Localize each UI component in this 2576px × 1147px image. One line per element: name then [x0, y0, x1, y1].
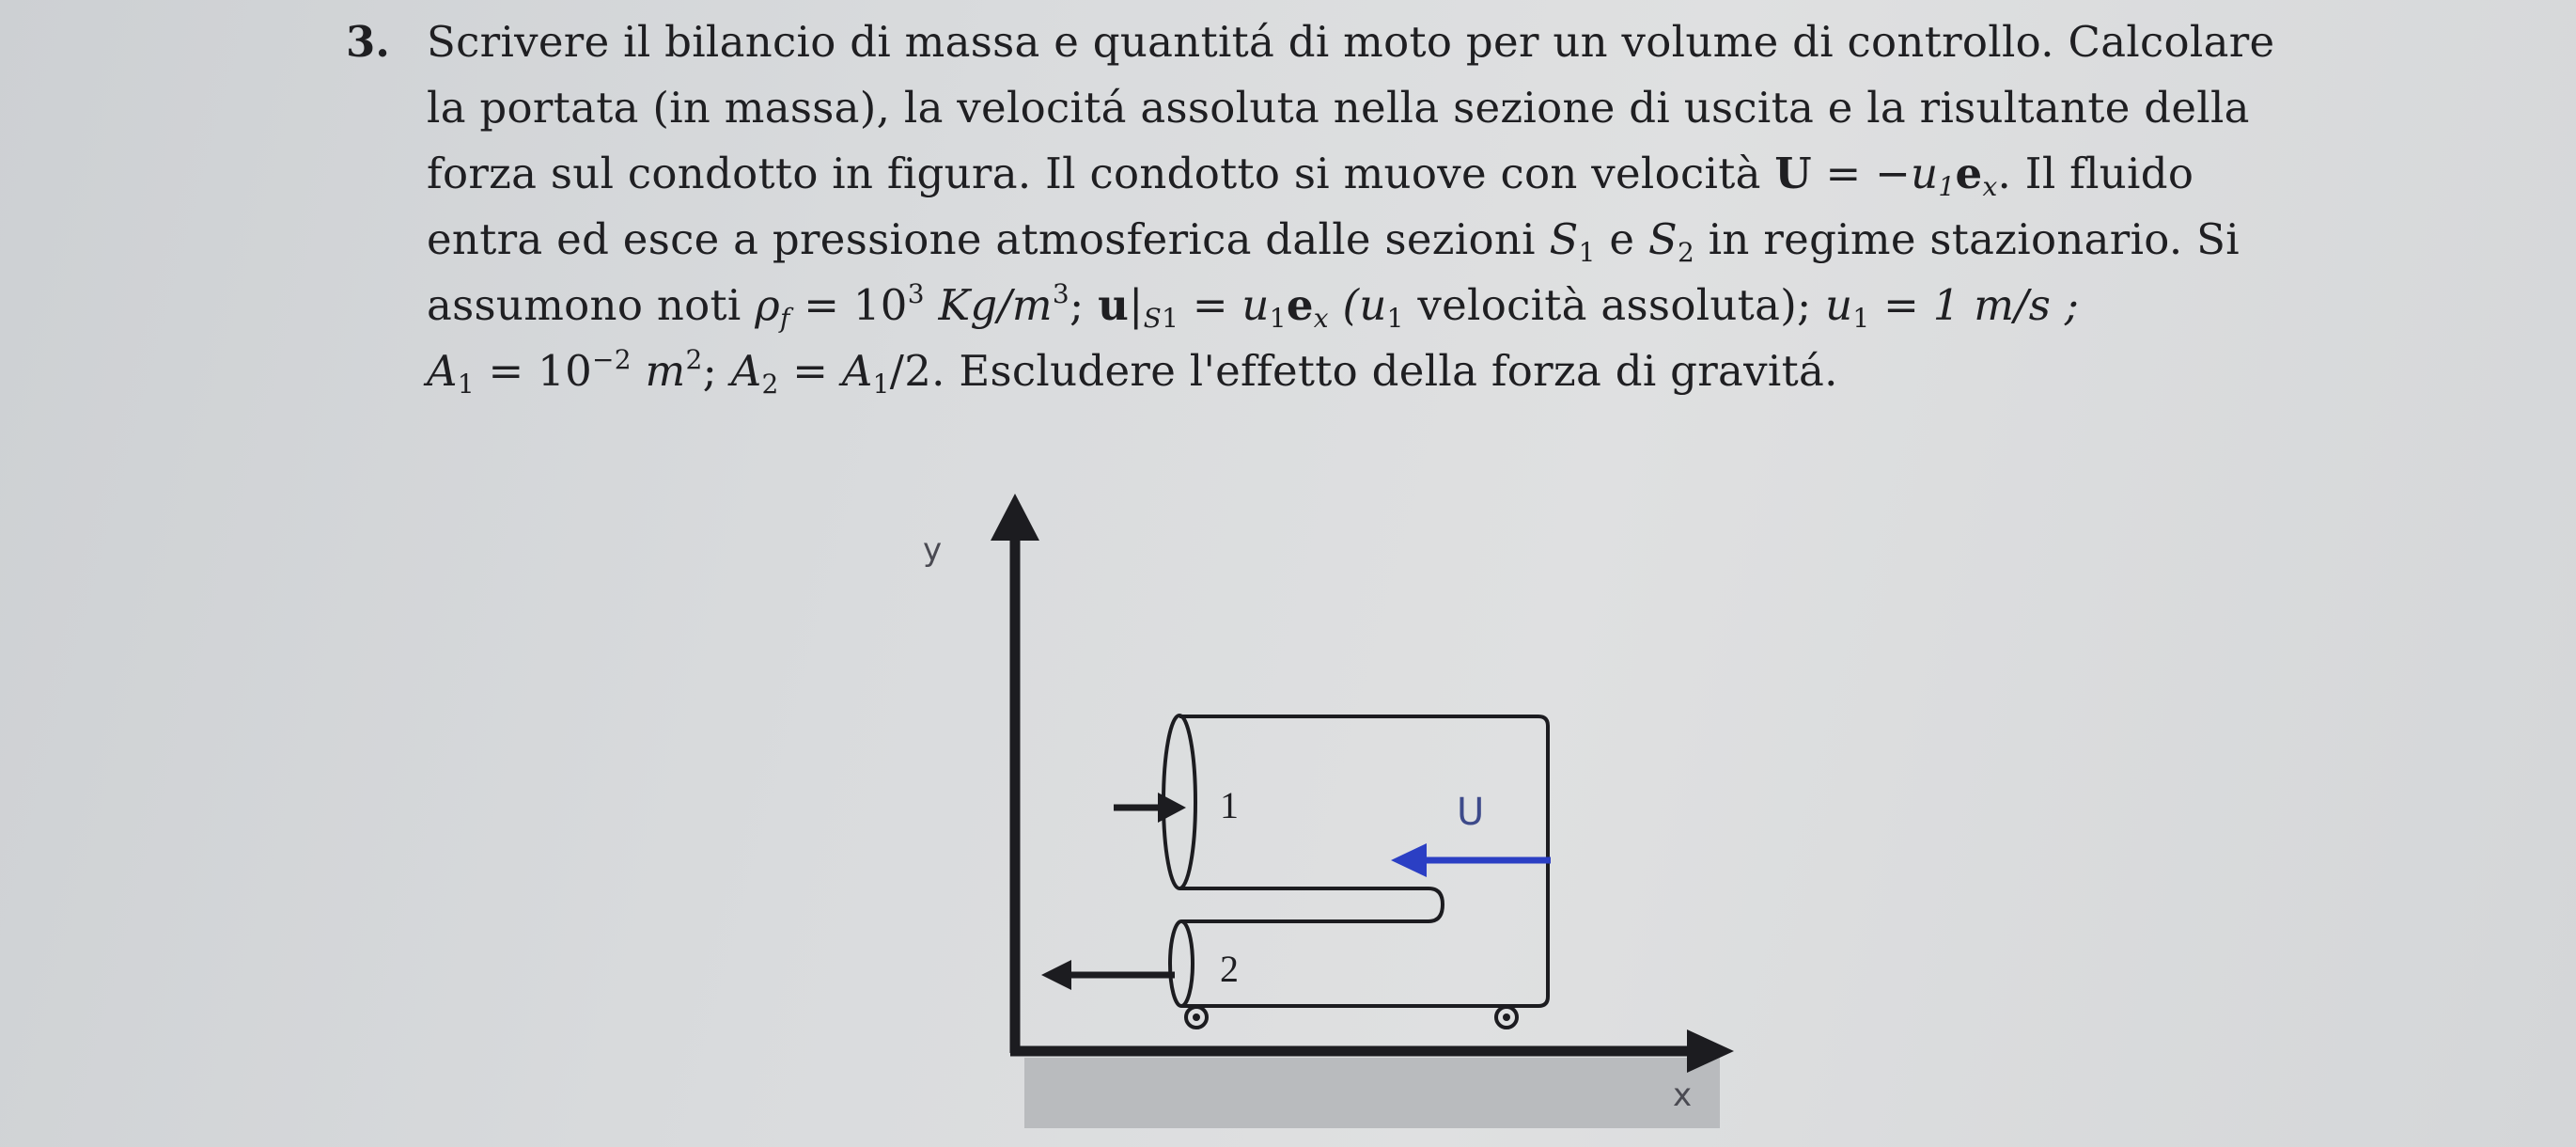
section-2-label: 2: [1220, 948, 1239, 990]
line5-sep1: ;: [1069, 280, 1099, 330]
line5-eq2: = u: [1179, 280, 1270, 330]
line6-exp2: 2: [685, 344, 703, 375]
line3-text-b: . Il fluido: [1997, 149, 2194, 198]
line6-A2-sub: 2: [761, 369, 779, 400]
problem-line-1: Scrivere il bilancio di massa e quantitá di moto per un volume di controllo. Calcolare: [427, 17, 2275, 67]
line5-S: S: [1143, 303, 1163, 334]
line3-unit-vector: e: [1955, 149, 1983, 198]
line4-S2-sub: 2: [1678, 237, 1695, 268]
duct-diagram: [902, 494, 1767, 1133]
duct-inner-bend: [1179, 888, 1443, 921]
line4-S1: S: [1549, 214, 1579, 264]
line3-eq: = −u: [1811, 149, 1939, 198]
wheel-left: [1186, 1007, 1207, 1028]
line4-S2: S: [1647, 214, 1678, 264]
line6-A1-sub: 1: [457, 369, 475, 400]
duct-figure: [902, 494, 1767, 1133]
line3-text-a: forza sul condotto in figura. Il condotto si muove con velocità: [427, 149, 1775, 198]
velocity-label: U: [1457, 791, 1485, 834]
line6-exp: −2: [592, 344, 632, 375]
line5-exp3: 3: [907, 278, 925, 309]
line5-rho-sub: f: [779, 303, 790, 334]
line6-eq2: = A: [778, 346, 873, 396]
line5-u1: u: [1825, 280, 1853, 330]
line5-paren: (u: [1328, 280, 1387, 330]
line4-text-a: entra ed esce a pressione atmosferica dalle sezioni: [427, 214, 1550, 264]
line5-unit-vector: e: [1286, 280, 1314, 330]
y-axis-arrowhead: [991, 494, 1039, 541]
line4-S1-sub: 1: [1578, 237, 1596, 268]
line5-u1-sub2: 1: [1852, 303, 1870, 334]
problem-line-6: [427, 342, 1838, 401]
line5-exp3b: 3: [1052, 278, 1070, 309]
line5-eq3: = 1 m/s ;: [1869, 280, 2080, 330]
section-1-label: 1: [1220, 784, 1239, 826]
line4-e: e: [1595, 214, 1648, 264]
line5-ex-sub: x: [1313, 303, 1329, 334]
velocity-arrowhead: [1391, 843, 1427, 877]
line5-paren-sub: 1: [1386, 303, 1404, 334]
line3-subx: x: [1982, 171, 1998, 202]
wheel-right: [1496, 1007, 1517, 1028]
line6-unit: m: [631, 346, 686, 396]
line5-u1-sub: 1: [1269, 303, 1287, 334]
line6-eq1: = 10: [474, 346, 593, 396]
line6-A2: A: [730, 346, 762, 396]
outlet-arrowhead: [1041, 960, 1071, 990]
problem-line-2: la portata (in massa), la velocitá assoluta nella sezione di uscita e la risultante della: [427, 83, 2250, 133]
line5-S-sub: 1: [1162, 303, 1179, 334]
y-axis-label: y: [923, 531, 943, 569]
problem-number: 3.: [346, 17, 390, 67]
line5-paren-b: velocità assoluta);: [1403, 280, 1826, 330]
line3-sub1: 1: [1938, 171, 1956, 202]
problem-line-4: [427, 211, 2240, 269]
figure-shadow: [1024, 1058, 1720, 1128]
section-2-ellipse: [1170, 921, 1193, 1006]
problem-line-5: [427, 276, 2079, 335]
line5-rho: ρ: [755, 280, 780, 330]
line5-unit1: Kg/m: [924, 280, 1053, 330]
line4-text-b: in regime stazionario. Si: [1694, 214, 2240, 264]
line5-eq1: = 10: [789, 280, 908, 330]
line6-tail: /2. Escludere l'effetto della forza di gravitá.: [889, 346, 1838, 396]
x-axis-label: x: [1673, 1076, 1693, 1114]
problem-line-3: [427, 145, 2194, 203]
line6-sep: ;: [702, 346, 731, 396]
line5-bar: |: [1129, 280, 1144, 330]
line6-A1-sub-b: 1: [872, 369, 890, 400]
line6-A1: A: [427, 346, 458, 396]
velocity-symbol: U: [1774, 149, 1812, 198]
inlet-arrowhead: [1158, 793, 1186, 823]
line5-text-a: assumono noti: [427, 280, 756, 330]
line5-u-vector: u: [1098, 280, 1130, 330]
